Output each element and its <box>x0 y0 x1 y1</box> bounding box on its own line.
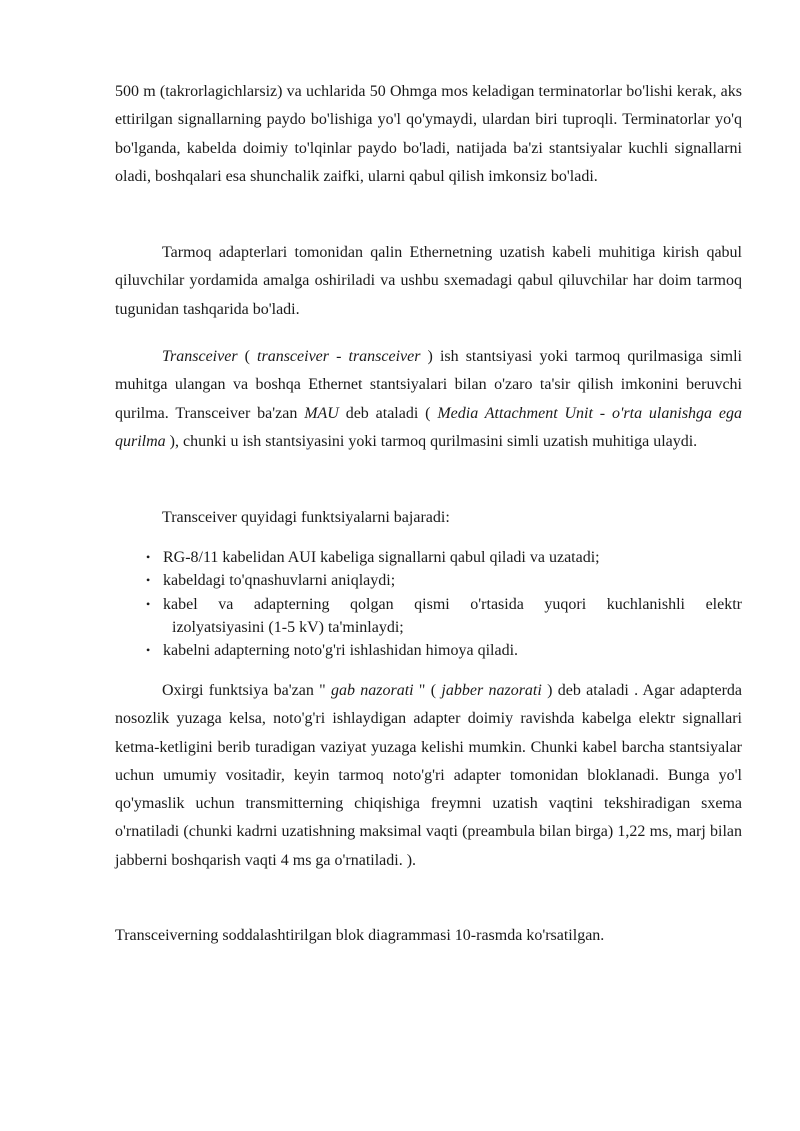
functions-list <box>115 546 742 662</box>
list-item-text: RG-8/11 kabelidan AUI kabeliga signallarni qabul qiladi va uzatadi; <box>163 549 600 566</box>
paragraph-transceiver-definition <box>115 343 742 456</box>
paragraph-network-adapters: Tarmoq adapterlari tomonidan qalin Ethernetning uzatish kabeli muhitiga kirish qabul qiluvchilar yordamida amalga oshiriladi va ushbu sxemadagi qabul qiluvchilar har doim tarmoq tugunidan tashqarida bo'ladi. <box>115 244 742 318</box>
paragraph-jabber-control <box>115 677 742 875</box>
list-item <box>115 639 742 662</box>
list-item-text: kabeldagi to'qnashuvlarni aniqlaydi; <box>163 572 396 590</box>
paragraph-terminators: 500 m (takrorlagichlarsiz) va uchlarida 50 Ohmga mos keladigan terminatorlar bo'lishi kerak, aks ettirilgan signallarning paydo bo'lishiga yo'l qo'ymaydi, ulardan biri tuproqli. Terminatorlar yo'q bo'lganda, kabelda doimiy to'lqinlar paydo bo'ladi, natijada ba'zi stantsiyalar kuchli signallarni oladi, boshqalari esa shunchalik zaifki, ularni qabul qilish imkonsiz bo'ladi. <box>115 83 742 185</box>
term-transceiver: Transceiver <box>162 348 238 365</box>
bullet-icon: • <box>146 550 151 564</box>
list-item <box>115 593 742 640</box>
list-item-text: kabel va adapterning qolgan qismi o'rtasida yuqori kuchlanishli elektr <box>163 595 742 613</box>
bullet-icon: • <box>146 643 151 658</box>
text-fragment: deb ataladi ( <box>338 404 438 422</box>
term-mau: MAU <box>304 404 339 422</box>
list-item-text: kabelni adapterning noto'g'ri ishlashidan himoya qiladi. <box>163 642 519 660</box>
bullet-icon: • <box>146 573 151 588</box>
term-transceiver-alt: transceiver - transceiver <box>257 348 421 365</box>
text-fragment: ) deb ataladi . Agar adapterda nosozlik yuzaga kelsa, noto'g'ri ishlaydigan adapter doimiy ravishda kabelga elektr signallari ketma-ketligini berib turadigan vaziyat yuzaga kelishi mumkin. Chunki kabel barcha stantsiyalar uchun umumiy vositadir, keyin tarmoq noto'g'ri adapter tomonidan bloklanadi. Bunga yo'l qo'ymaslik uchun transmitterning chiqishiga freymni uzatish vaqtini tekshiradigan sxema o'rnatiladi (chunki kadrni uzatishning maksimal vaqti (preambula bilan birga) 1,22 ms, marj bilan jabberni boshqarish vaqti 4 ms ga o'rnatiladi. ). <box>115 682 743 869</box>
term-gab-nazorati: gab nazorati <box>330 682 414 699</box>
paragraph-functions-intro: Transceiver quyidagi funktsiyalarni bajaradi: <box>162 509 450 526</box>
list-item <box>115 546 742 569</box>
paragraph-figure-reference: Transceiverning soddalashtirilgan blok diagrammasi 10-rasmda ko'rsatilgan. <box>115 927 605 944</box>
text-fragment: ) ish stantsiyasi yoki tarmoq qurilmasiga simli muhitga ulangan va boshqa Ethernet stantsiyalari bilan o'zaro ta'sir qilish imkonini beruvchi qurilma. Transceiver ba'zan <box>115 348 742 422</box>
term-mau-full: Media Attachment Unit - o'rta ulanishga ega qurilma <box>115 404 743 450</box>
text-fragment: ( <box>237 348 258 365</box>
text-fragment: Oxirgi funktsiya ba'zan " <box>162 682 331 699</box>
text-fragment: ), chunki u ish stantsiyasini yoki tarmoq qurilmasini simli uzatish muhitiga ulaydi. <box>165 432 698 450</box>
list-item <box>115 569 742 592</box>
list-item-text-continued: izolyatsiyasini (1-5 kV) ta'minlaydi; <box>172 618 404 636</box>
term-jabber-nazorati: jabber nazorati <box>441 682 542 699</box>
bullet-icon: • <box>146 596 151 611</box>
text-fragment: " ( <box>413 682 442 699</box>
